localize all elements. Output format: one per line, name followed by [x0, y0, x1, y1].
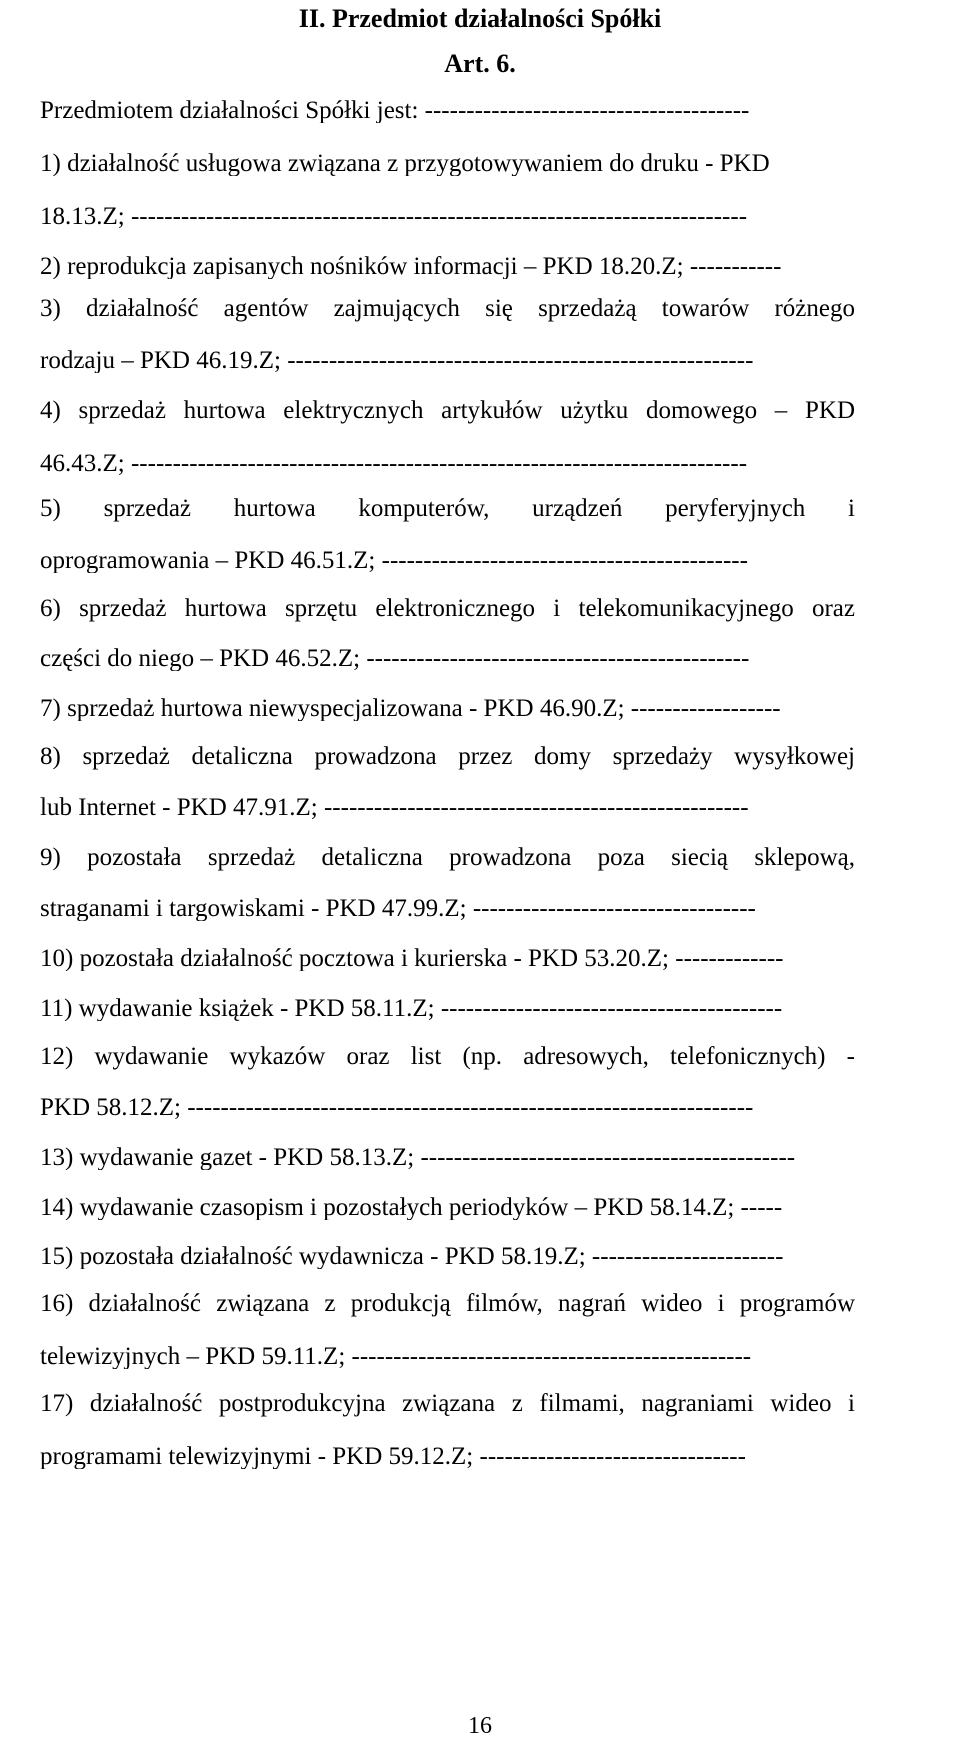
list-line: 11) wydawanie książek - PKD 58.11.Z; ----------------------------------------- [40, 996, 783, 1021]
page-number: 16 [468, 1713, 492, 1739]
list-line: rodzaju – PKD 46.19.Z; -------------------------------------------------------- [40, 348, 754, 373]
list-line: oprogramowania – PKD 46.51.Z; -------------------------------------------- [40, 548, 748, 573]
list-line: 17) działalność postprodukcyjna związana z filmami, nagraniami wideo i [40, 1391, 855, 1417]
list-line: 16) działalność związana z produkcją filmów, nagrań wideo i programów [40, 1291, 855, 1317]
list-line: 10) pozostała działalność pocztowa i kurierska - PKD 53.20.Z; ------------- [40, 946, 784, 971]
list-line: 14) wydawanie czasopism i pozostałych periodyków – PKD 58.14.Z; ----- [40, 1195, 783, 1220]
list-line: 15) pozostała działalność wydawnicza - PKD 58.19.Z; ----------------------- [40, 1244, 784, 1269]
list-line: PKD 58.12.Z; -------------------------------------------------------------------- [40, 1095, 754, 1120]
article-title: Art. 6. [444, 49, 516, 78]
list-line: 9) pozostała sprzedaż detaliczna prowadzona poza siecią sklepową, [40, 845, 855, 871]
list-line: części do niego – PKD 46.52.Z; ---------------------------------------------- [40, 646, 750, 671]
list-line: 1) działalność usługowa związana z przygotowywaniem do druku - PKD [40, 151, 770, 176]
list-line: 7) sprzedaż hurtowa niewyspecjalizowana - PKD 46.90.Z; ------------------ [40, 696, 781, 721]
list-line: 6) sprzedaż hurtowa sprzętu elektronicznego i telekomunikacyjnego oraz [40, 596, 855, 622]
list-line: 18.13.Z; -------------------------------------------------------------------------- [40, 204, 748, 229]
list-line: telewizyjnych – PKD 59.11.Z; ------------------------------------------------ [40, 1344, 752, 1369]
list-line: lub Internet - PKD 47.91.Z; --------------------------------------------------- [40, 795, 749, 820]
list-line: 4) sprzedaż hurtowa elektrycznych artykułów użytku domowego – PKD [40, 398, 855, 424]
section-title: II. Przedmiot działalności Spółki [298, 4, 662, 33]
list-line: 13) wydawanie gazet - PKD 58.13.Z; --------------------------------------------- [40, 1145, 796, 1170]
list-line: 8) sprzedaż detaliczna prowadzona przez domy sprzedaży wysyłkowej [40, 744, 855, 770]
list-line: 12) wydawanie wykazów oraz list (np. adresowych, telefonicznych) - [40, 1044, 855, 1070]
list-line: 5) sprzedaż hurtowa komputerów, urządzeń peryferyjnych i [40, 496, 855, 522]
intro-line: Przedmiotem działalności Spółki jest: --------------------------------------- [40, 98, 750, 123]
list-line: straganami i targowiskami - PKD 47.99.Z; ---------------------------------- [40, 896, 756, 921]
list-line: 46.43.Z; -------------------------------------------------------------------------- [40, 451, 748, 476]
list-line: 3) działalność agentów zajmujących się sprzedażą towarów różnego [40, 296, 855, 322]
list-line: programami telewizyjnymi - PKD 59.12.Z; -------------------------------- [40, 1444, 746, 1469]
list-line: 2) reprodukcja zapisanych nośników informacji – PKD 18.20.Z; ----------- [40, 254, 782, 279]
